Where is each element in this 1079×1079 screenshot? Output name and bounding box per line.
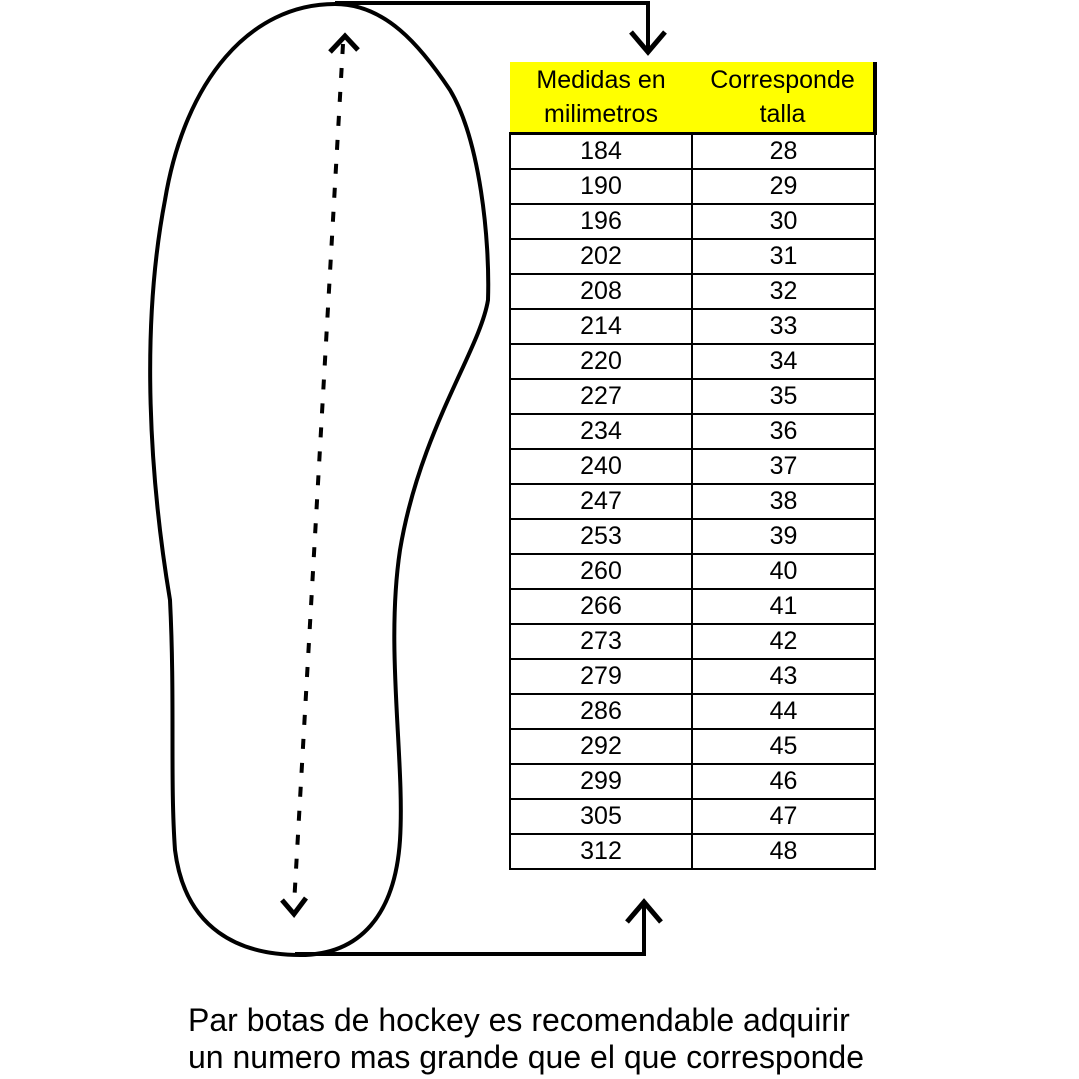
cell-millimeters: 190 (510, 169, 692, 204)
table-row (510, 764, 875, 799)
cell-size: 41 (692, 589, 875, 624)
cell-millimeters: 240 (510, 449, 692, 484)
cell-size: 29 (692, 169, 875, 204)
table-row (510, 274, 875, 309)
cell-size: 32 (692, 274, 875, 309)
table-row (510, 344, 875, 379)
length-measure-line (294, 44, 343, 905)
table-row (510, 414, 875, 449)
header-size-line2: talla (759, 100, 806, 128)
header-millimeters-line1: Medidas en (536, 66, 666, 94)
table-header-row (510, 62, 875, 134)
table-row (510, 834, 875, 869)
cell-millimeters: 292 (510, 729, 692, 764)
cell-size: 28 (692, 134, 875, 170)
cell-size: 48 (692, 834, 875, 869)
cell-millimeters: 305 (510, 799, 692, 834)
cell-millimeters: 286 (510, 694, 692, 729)
cell-millimeters: 279 (510, 659, 692, 694)
table-row (510, 379, 875, 414)
header-size (692, 62, 875, 134)
table-row (510, 169, 875, 204)
cell-size: 39 (692, 519, 875, 554)
table-row (510, 239, 875, 274)
table-row (510, 134, 875, 170)
cell-millimeters: 299 (510, 764, 692, 799)
cell-size: 45 (692, 729, 875, 764)
table-row (510, 659, 875, 694)
cell-size: 40 (692, 554, 875, 589)
table-row (510, 204, 875, 239)
footnote-line-2: un numero mas grande que el que corresponde (188, 1039, 864, 1075)
header-millimeters (510, 62, 692, 134)
table-row (510, 309, 875, 344)
size-conversion-table (509, 62, 877, 870)
table-row (510, 554, 875, 589)
cell-size: 35 (692, 379, 875, 414)
cell-millimeters: 266 (510, 589, 692, 624)
cell-millimeters: 247 (510, 484, 692, 519)
table-row (510, 484, 875, 519)
table-row (510, 799, 875, 834)
cell-millimeters: 253 (510, 519, 692, 554)
cell-size: 43 (692, 659, 875, 694)
header-millimeters-line2: milimetros (544, 100, 658, 128)
cell-size: 31 (692, 239, 875, 274)
cell-size: 30 (692, 204, 875, 239)
cell-size: 36 (692, 414, 875, 449)
table-row (510, 449, 875, 484)
cell-size: 46 (692, 764, 875, 799)
table-row (510, 519, 875, 554)
table-row (510, 694, 875, 729)
cell-millimeters: 196 (510, 204, 692, 239)
cell-millimeters: 312 (510, 834, 692, 869)
cell-millimeters: 202 (510, 239, 692, 274)
cell-millimeters: 273 (510, 624, 692, 659)
cell-millimeters: 208 (510, 274, 692, 309)
header-size-line1: Corresponde (710, 66, 855, 94)
cell-millimeters: 184 (510, 134, 692, 170)
cell-millimeters: 227 (510, 379, 692, 414)
cell-size: 34 (692, 344, 875, 379)
cell-size: 42 (692, 624, 875, 659)
cell-millimeters: 214 (510, 309, 692, 344)
footnote-line-1: Par botas de hockey es recomendable adquirir (188, 1002, 850, 1038)
footnote (188, 1002, 1068, 1076)
table-row (510, 589, 875, 624)
cell-size: 33 (692, 309, 875, 344)
cell-size: 44 (692, 694, 875, 729)
bottom-arrowhead-icon (282, 898, 306, 914)
cell-size: 37 (692, 449, 875, 484)
cell-size: 38 (692, 484, 875, 519)
top-connector-line (335, 3, 648, 50)
cell-millimeters: 260 (510, 554, 692, 589)
cell-millimeters: 220 (510, 344, 692, 379)
table-row (510, 729, 875, 764)
cell-size: 47 (692, 799, 875, 834)
table-row (510, 624, 875, 659)
cell-millimeters: 234 (510, 414, 692, 449)
